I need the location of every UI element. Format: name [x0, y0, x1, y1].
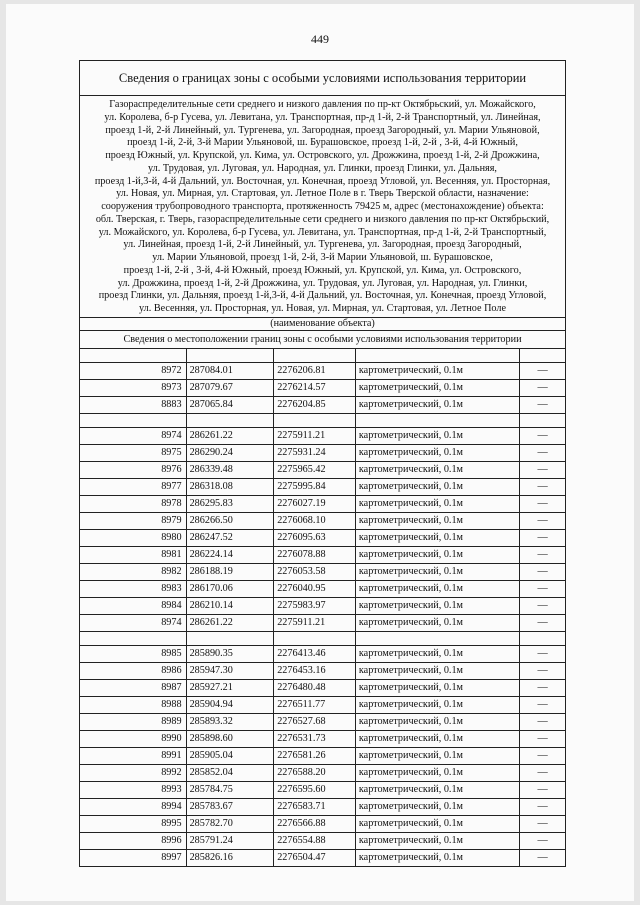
y-coordinate-cell: 2276527.68 — [274, 714, 356, 730]
accuracy-dash-cell: — — [537, 548, 548, 560]
x-coordinate-cell: 286170.06 — [187, 581, 275, 597]
method-cell: картометрический, 0.1м — [356, 850, 520, 866]
method-cell: картометрический, 0.1м — [356, 530, 520, 546]
table-row — [80, 615, 565, 632]
accuracy-dash-cell — [520, 632, 565, 645]
x-coordinate-cell — [187, 349, 275, 362]
table-row — [80, 363, 565, 380]
y-coordinate-cell: 2275911.21 — [274, 615, 356, 631]
y-coordinate-cell: 2276040.95 — [274, 581, 356, 597]
point-number-cell: 8979 — [80, 513, 187, 529]
accuracy-dash-cell: — — [537, 664, 548, 676]
method-cell: картометрический, 0.1м — [356, 816, 520, 832]
table-row — [80, 462, 565, 479]
method-cell: картометрический, 0.1м — [356, 833, 520, 849]
method-cell: картометрический, 0.1м — [356, 782, 520, 798]
point-number-cell — [80, 414, 187, 427]
point-number-cell: 8992 — [80, 765, 187, 781]
method-cell: картометрический, 0.1м — [356, 615, 520, 631]
accuracy-dash-cell: — — [537, 681, 548, 693]
point-number-cell: 8988 — [80, 697, 187, 713]
accuracy-dash-cell: — — [537, 817, 548, 829]
y-coordinate-cell: 2275995.84 — [274, 479, 356, 495]
x-coordinate-cell: 285890.35 — [187, 646, 275, 662]
x-coordinate-cell: 285826.16 — [187, 850, 275, 866]
accuracy-dash-cell: — — [537, 766, 548, 778]
point-number-cell: 8972 — [80, 363, 187, 379]
method-cell: картометрический, 0.1м — [356, 714, 520, 730]
y-coordinate-cell — [274, 414, 356, 427]
x-coordinate-cell: 286224.14 — [187, 547, 275, 563]
y-coordinate-cell: 2276566.88 — [274, 816, 356, 832]
x-coordinate-cell: 287084.01 — [187, 363, 275, 379]
x-coordinate-cell — [187, 632, 275, 645]
table-row — [80, 564, 565, 581]
method-cell: картометрический, 0.1м — [356, 428, 520, 444]
y-coordinate-cell: 2276068.10 — [274, 513, 356, 529]
point-number-cell: 8977 — [80, 479, 187, 495]
accuracy-dash-cell: — — [537, 749, 548, 761]
point-number-cell: 8986 — [80, 663, 187, 679]
table-row — [80, 748, 565, 765]
table-row — [80, 697, 565, 714]
point-number-cell: 8995 — [80, 816, 187, 832]
point-number-cell: 8883 — [80, 397, 187, 413]
point-number-cell: 8974 — [80, 428, 187, 444]
method-cell: картометрический, 0.1м — [356, 363, 520, 379]
table-row — [80, 598, 565, 615]
table-row — [80, 479, 565, 496]
x-coordinate-cell: 285782.70 — [187, 816, 275, 832]
y-coordinate-cell: 2276583.71 — [274, 799, 356, 815]
zone-boundaries-form — [79, 60, 566, 867]
x-coordinate-cell: 286210.14 — [187, 598, 275, 614]
accuracy-dash-cell: — — [537, 616, 548, 628]
point-number-cell: 8993 — [80, 782, 187, 798]
table-row — [80, 714, 565, 731]
accuracy-dash-cell: — — [537, 732, 548, 744]
method-cell: картометрический, 0.1м — [356, 680, 520, 696]
x-coordinate-cell: 286247.52 — [187, 530, 275, 546]
method-cell: картометрический, 0.1м — [356, 598, 520, 614]
table-row — [80, 799, 565, 816]
point-number-cell: 8974 — [80, 615, 187, 631]
accuracy-dash-cell: — — [537, 565, 548, 577]
table-separator-row — [80, 414, 565, 428]
point-number-cell: 8975 — [80, 445, 187, 461]
point-number-cell — [80, 349, 187, 362]
x-coordinate-cell: 286339.48 — [187, 462, 275, 478]
point-number-cell: 8996 — [80, 833, 187, 849]
point-number-cell: 8982 — [80, 564, 187, 580]
x-coordinate-cell: 287065.84 — [187, 397, 275, 413]
object-name-caption: (наименование объекта) — [80, 318, 565, 331]
accuracy-dash-cell: — — [537, 531, 548, 543]
y-coordinate-cell: 2275983.97 — [274, 598, 356, 614]
y-coordinate-cell: 2276413.46 — [274, 646, 356, 662]
accuracy-dash-cell — [520, 414, 565, 427]
table-row — [80, 445, 565, 462]
point-number-cell: 8976 — [80, 462, 187, 478]
table-row — [80, 663, 565, 680]
accuracy-dash-cell — [520, 349, 565, 362]
x-coordinate-cell: 285898.60 — [187, 731, 275, 747]
accuracy-dash-cell: — — [537, 582, 548, 594]
y-coordinate-cell: 2276511.77 — [274, 697, 356, 713]
x-coordinate-cell: 287079.67 — [187, 380, 275, 396]
point-number-cell: 8997 — [80, 850, 187, 866]
accuracy-dash-cell: — — [537, 429, 548, 441]
table-row — [80, 850, 565, 866]
point-number-cell: 8994 — [80, 799, 187, 815]
y-coordinate-cell: 2276078.88 — [274, 547, 356, 563]
table-row — [80, 397, 565, 414]
method-cell: картометрический, 0.1м — [356, 765, 520, 781]
table-row — [80, 428, 565, 445]
y-coordinate-cell: 2275931.24 — [274, 445, 356, 461]
y-coordinate-cell: 2276581.26 — [274, 748, 356, 764]
method-cell — [356, 414, 520, 427]
y-coordinate-cell: 2276095.63 — [274, 530, 356, 546]
method-cell: картометрический, 0.1м — [356, 799, 520, 815]
method-cell: картометрический, 0.1м — [356, 462, 520, 478]
accuracy-dash-cell: — — [537, 800, 548, 812]
method-cell: картометрический, 0.1м — [356, 697, 520, 713]
y-coordinate-cell — [274, 632, 356, 645]
accuracy-dash-cell: — — [537, 514, 548, 526]
x-coordinate-cell — [187, 414, 275, 427]
point-number-cell: 8973 — [80, 380, 187, 396]
x-coordinate-cell: 286261.22 — [187, 615, 275, 631]
point-number-cell: 8980 — [80, 530, 187, 546]
accuracy-dash-cell: — — [537, 446, 548, 458]
accuracy-dash-cell: — — [537, 715, 548, 727]
object-description: Газораспределительные сети среднего и низкого давления по пр-кт Октябрьский, ул. Можайского, ул. Королева, б-р Гусева, ул. Левитана, ул. Транспортная, пр-д 1-й, 2-й Транспортный, ул. Линейная, проезд 1-й, 2-й Линейный, ул. Тургенева, ул. Загородная, проезд Загородный, ул. Марии Ульяновой, проезд 1-й, 2-й, 3-й Марии Ульяновой, ш. Бурашовское, проезд 1-й, 2-й , 3-й, 4-й Южный, проезд Южный, ул. Крупской, ул. Кима, ул. Островского, ул. Дрожжина, проезд 1-й, 2-й Дрожжина, ул. Трудовая, ул. Луговая, ул. Народная, ул. Глинки, проезд Глинки, ул. Дальняя, проезд 1-й,3-й, 4-й Дальний, ул. Восточная, ул. Конечная, проезд Угловой, ул. Весенняя, ул. Просторная, ул. Новая, ул. Мирная, ул. Стартовая, ул. Летное Поле в г. Тверь Тверской области, назначение: сооружения трубопроводного транспорта, протяженность 79425 м, адрес (местонахождение) объекта: обл. Тверская, г. Тверь, газораспределительные сети среднего и низкого давления по пр-кт Октябрьский, ул. Можайского, ул. Королева, б-р Гусева, ул. Левитана, ул. Транспортная, пр-д 1-й, 2-й Транспортный, ул. Линейная, проезд 1-й, 2-й Линейный, ул. Тургенева, ул. Загородная, проезд Загородный, ул. Марии Ульяновой, проезд 1-й, 2-й, 3-й Марии Ульяновой, ш. Бурашовское, проезд 1-й, 2-й , 3-й, 4-й Южный, проезд Южный, ул. Крупской, ул. Кима, ул. Островского, ул. Дрожжина, проезд 1-й, 2-й Дрожжина, ул. Трудовая, ул. Луговая, ул. Народная, ул. Глинки, проезд Глинки, ул. Дальняя, проезд 1-й,3-й, 4-й Дальний, ул. Восточная, ул. Конечная, проезд Угловой, ул. Весенняя, ул. Просторная, ул. Новая, ул. Мирная, ул. Стартовая, ул. Летное Поле — [80, 96, 565, 318]
table-row — [80, 646, 565, 663]
y-coordinate-cell: 2276554.88 — [274, 833, 356, 849]
method-cell: картометрический, 0.1м — [356, 646, 520, 662]
page-number: 449 — [311, 32, 329, 46]
location-section-header: Сведения о местоположении границ зоны с особыми условиями использования территории — [80, 331, 565, 349]
method-cell: картометрический, 0.1м — [356, 748, 520, 764]
table-row — [80, 782, 565, 799]
method-cell: картометрический, 0.1м — [356, 663, 520, 679]
accuracy-dash-cell: — — [537, 364, 548, 376]
table-row — [80, 530, 565, 547]
table-separator-row — [80, 349, 565, 363]
method-cell: картометрический, 0.1м — [356, 397, 520, 413]
y-coordinate-cell: 2275911.21 — [274, 428, 356, 444]
y-coordinate-cell: 2276595.60 — [274, 782, 356, 798]
method-cell: картометрический, 0.1м — [356, 380, 520, 396]
method-cell: картометрический, 0.1м — [356, 445, 520, 461]
y-coordinate-cell — [274, 349, 356, 362]
table-row — [80, 547, 565, 564]
table-row — [80, 816, 565, 833]
y-coordinate-cell: 2276027.19 — [274, 496, 356, 512]
table-row — [80, 496, 565, 513]
accuracy-dash-cell: — — [537, 834, 548, 846]
y-coordinate-cell: 2276504.47 — [274, 850, 356, 866]
method-cell: картометрический, 0.1м — [356, 564, 520, 580]
method-cell: картометрический, 0.1м — [356, 479, 520, 495]
accuracy-dash-cell: — — [537, 783, 548, 795]
table-row — [80, 833, 565, 850]
table-row — [80, 680, 565, 697]
table-separator-row — [80, 632, 565, 646]
x-coordinate-cell: 286188.19 — [187, 564, 275, 580]
form-title: Сведения о границах зоны с особыми условиями использования территории — [80, 61, 565, 96]
x-coordinate-cell: 286290.24 — [187, 445, 275, 461]
x-coordinate-cell: 285791.24 — [187, 833, 275, 849]
method-cell — [356, 632, 520, 645]
x-coordinate-cell: 286266.50 — [187, 513, 275, 529]
y-coordinate-cell: 2276480.48 — [274, 680, 356, 696]
x-coordinate-cell: 285893.32 — [187, 714, 275, 730]
point-number-cell: 8991 — [80, 748, 187, 764]
coordinates-table — [80, 349, 565, 866]
x-coordinate-cell: 285904.94 — [187, 697, 275, 713]
y-coordinate-cell: 2276053.58 — [274, 564, 356, 580]
method-cell: картометрический, 0.1м — [356, 581, 520, 597]
point-number-cell: 8989 — [80, 714, 187, 730]
method-cell: картометрический, 0.1м — [356, 731, 520, 747]
accuracy-dash-cell: — — [537, 497, 548, 509]
accuracy-dash-cell: — — [537, 381, 548, 393]
x-coordinate-cell: 286261.22 — [187, 428, 275, 444]
point-number-cell: 8984 — [80, 598, 187, 614]
accuracy-dash-cell: — — [537, 398, 548, 410]
accuracy-dash-cell: — — [537, 698, 548, 710]
x-coordinate-cell: 285905.04 — [187, 748, 275, 764]
x-coordinate-cell: 286295.83 — [187, 496, 275, 512]
y-coordinate-cell: 2275965.42 — [274, 462, 356, 478]
method-cell: картометрический, 0.1м — [356, 496, 520, 512]
point-number-cell: 8978 — [80, 496, 187, 512]
y-coordinate-cell: 2276214.57 — [274, 380, 356, 396]
table-row — [80, 765, 565, 782]
y-coordinate-cell: 2276453.16 — [274, 663, 356, 679]
method-cell: картометрический, 0.1м — [356, 513, 520, 529]
x-coordinate-cell: 285783.67 — [187, 799, 275, 815]
x-coordinate-cell: 285784.75 — [187, 782, 275, 798]
accuracy-dash-cell: — — [537, 599, 548, 611]
y-coordinate-cell: 2276206.81 — [274, 363, 356, 379]
point-number-cell: 8983 — [80, 581, 187, 597]
point-number-cell: 8987 — [80, 680, 187, 696]
table-row — [80, 581, 565, 598]
table-row — [80, 513, 565, 530]
accuracy-dash-cell: — — [537, 851, 548, 863]
y-coordinate-cell: 2276204.85 — [274, 397, 356, 413]
accuracy-dash-cell: — — [537, 647, 548, 659]
y-coordinate-cell: 2276588.20 — [274, 765, 356, 781]
table-row — [80, 731, 565, 748]
x-coordinate-cell: 285927.21 — [187, 680, 275, 696]
method-cell — [356, 349, 520, 362]
point-number-cell: 8985 — [80, 646, 187, 662]
accuracy-dash-cell: — — [537, 463, 548, 475]
accuracy-dash-cell: — — [537, 480, 548, 492]
point-number-cell — [80, 632, 187, 645]
method-cell: картометрический, 0.1м — [356, 547, 520, 563]
x-coordinate-cell: 285947.30 — [187, 663, 275, 679]
x-coordinate-cell: 285852.04 — [187, 765, 275, 781]
table-row — [80, 380, 565, 397]
y-coordinate-cell: 2276531.73 — [274, 731, 356, 747]
x-coordinate-cell: 286318.08 — [187, 479, 275, 495]
point-number-cell: 8990 — [80, 731, 187, 747]
point-number-cell: 8981 — [80, 547, 187, 563]
